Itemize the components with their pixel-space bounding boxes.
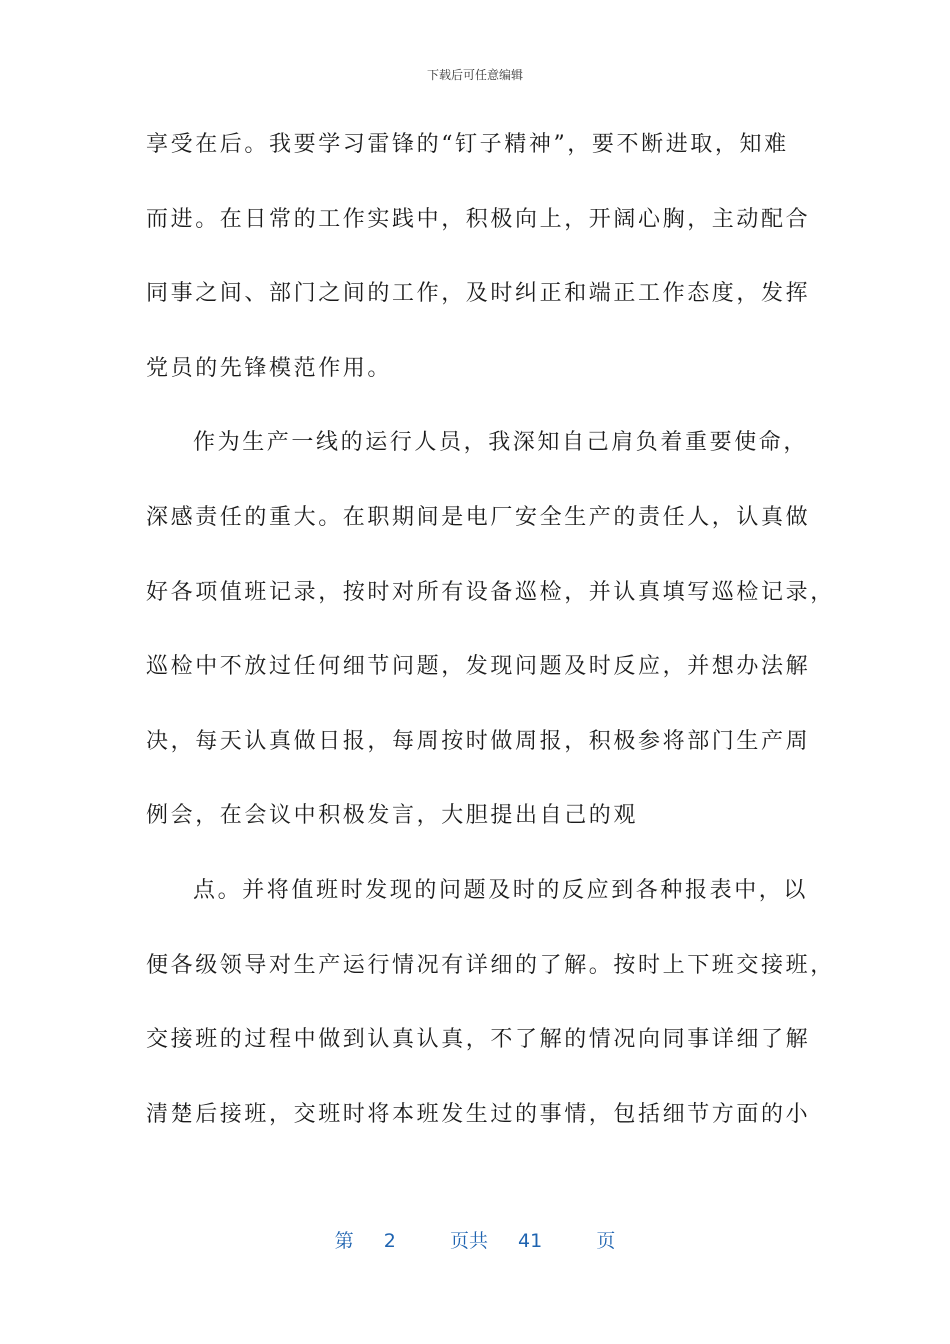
- text-line: 巡检中不放过任何细节问题，发现问题及时反应，并想办法解: [146, 654, 811, 680]
- text-line: 党员的先锋模范作用。: [146, 355, 393, 381]
- text-line: 同事之间、部门之间的工作，及时纠正和端正工作态度，发挥: [146, 281, 811, 307]
- current-page-number: 2: [383, 1230, 396, 1252]
- paragraph-first-line: 点。并将值班时发现的问题及时的反应到各种报表中，以: [193, 877, 809, 903]
- text-line: 便各级领导对生产运行情况有详细的了解。按时上下班交接班，: [146, 952, 835, 978]
- footer-suffix: 页: [596, 1230, 616, 1252]
- page-footer: [0, 1226, 950, 1253]
- document-body: [146, 122, 835, 1166]
- text-line: 好各项值班记录，按时对所有设备巡检，并认真填写巡检记录，: [146, 579, 835, 605]
- total-pages-number: 41: [518, 1230, 543, 1252]
- text-line: 而进。在日常的工作实践中，积极向上，开阔心胸，主动配合: [146, 206, 811, 232]
- footer-prefix: 第: [334, 1230, 354, 1252]
- text-line: 交接班的过程中做到认真认真，不了解的情况向同事详细了解: [146, 1027, 811, 1053]
- paragraph-first-line: 作为生产一线的运行人员，我深知自己肩负着重要使命，: [193, 430, 809, 456]
- text-line: 决，每天认真做日报，每周按时做周报，积极参将部门生产周: [146, 728, 811, 754]
- text-line: 深感责任的重大。在职期间是电厂安全生产的责任人，认真做: [146, 504, 811, 530]
- text-line: 享受在后。我要学习雷锋的“钉子精神”，要不断进取，知难: [146, 132, 789, 157]
- page-header: 下载后可任意编辑: [426, 68, 523, 82]
- footer-middle: 页共: [449, 1230, 488, 1252]
- text-line: 清楚后接班，交班时将本班发生过的事情，包括细节方面的小: [146, 1101, 811, 1127]
- text-line: 例会，在会议中积极发言，大胆提出自己的观: [146, 803, 639, 829]
